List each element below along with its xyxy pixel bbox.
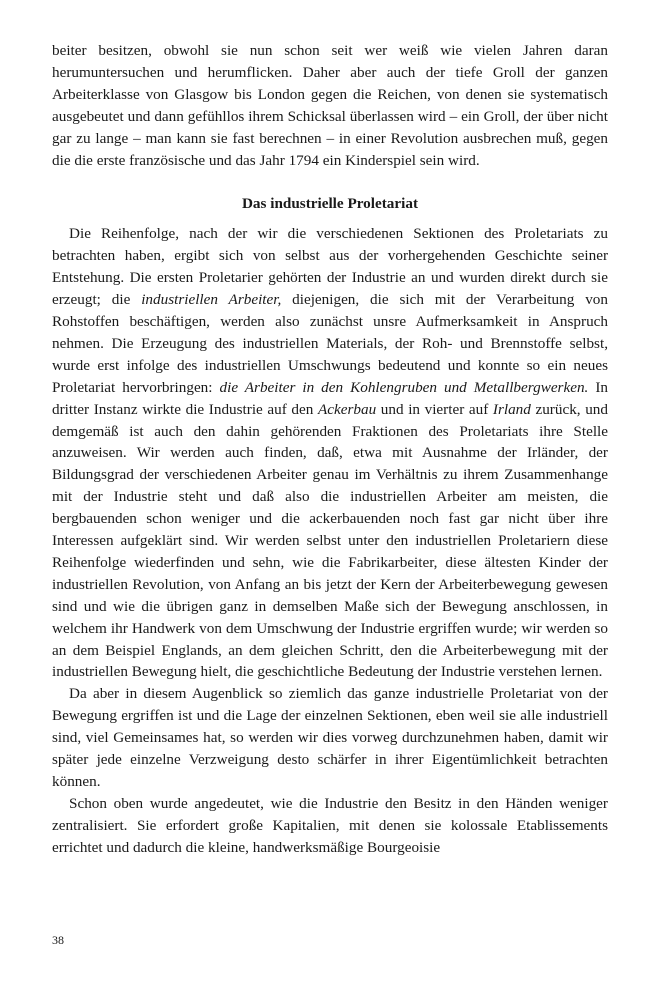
emphasis-ireland: Irland [492, 400, 531, 418]
paragraph-1-text-5: zurück, und demgemäß ist auch den dahin gehörenden Fraktionen des Proletariats ihre Stelle anzuweisen. Wir werden auch finden, daß, etwa mit Ausnahme der Irländer, der Bildungsgrad der verschiedenen Arbeiter genau im Verhältnis zu ihrem Zusammenhange mit der Industrie steht und daß also die industriellen Arbeiter am meisten, die bergbauenden schon weniger und die ackerbauenden noch fast gar nicht über ihre Interessen aufgeklärt sind. Wir werden selbst unter den industriellen Proletariern diese Reihenfolge wiederfinden und sehn, wie die Fabrikarbeiter, diese ältesten Kinder der industriellen Revolution, von Anfang an bis jetzt der Kern der Arbeiterbewegung gewesen sind und wie die übrigen ganz in demselben Maße sich der Bewegung anschlossen, in welchem ihr Handwerk von dem Umschwung der Industrie ergriffen wurde; wir werden so an dem Beispiel Englands, an dem gleichen Schritt, den die Arbeiterbewegung mit der industriellen Bewegung hielt, die geschichtliche Bedeutung der Industrie verstehen lernen. [52, 400, 608, 681]
section-heading: Das industrielle Proletariat [241, 195, 419, 213]
paragraph-3: Schon oben wurde angedeutet, wie die Industrie den Besitz in den Händen weniger zentralisiert. Sie erfordert große Kapitalien, mit denen sie kolossale Etablissements errichtet und dadurch die kleine, handwerksmäßige Bourgeoisie [52, 794, 608, 856]
page-number: 38 [52, 933, 64, 947]
paragraph-1-text-3: In dritter Instanz wirkte die Industrie auf den [52, 378, 609, 418]
paragraph-1-text-2: diejenigen, die sich mit der Verarbeitung von Rohstoffen beschäftigen, werden also zunächst unsre Aufmerksamkeit in Anspruch nehmen. Die Erzeugung des industriellen Materials, der Roh- und Brennstoffe selbst, wurde erst infolge des industriellen Umschwungs bedeutend und konnte so ein neues Proletariat hervorbringen: [52, 291, 608, 396]
emphasis-industrial-workers: industriellen Arbeiter, [141, 291, 282, 309]
paragraph-2: Da aber in diesem Augenblick so ziemlich das ganze industrielle Proletariat von der Bewegung ergriffen ist und die Lage der einzelnen Sektionen, eben weil sie alle industriell sind, viel Gemeinsames hat, so werden wir dies vorweg durchzunehmen haben, damit wir später jede einzelne Verzweigung desto schärfer in ihrer Eigentümlichkeit betrachten können. [52, 685, 608, 790]
paragraph-1-text-1: Die Reihenfolge, nach der wir die verschiedenen Sektionen des Proletariats zu betrachten haben, ergibt sich von selbst aus der vorhergehenden Geschichte seiner Entstehung. Die ersten Proletarier gehörten der Industrie an und wurden direkt durch sie erzeugt; die [52, 225, 608, 309]
opening-paragraph: beiter besitzen, obwohl sie nun schon seit wer weiß wie vielen Jahren daran herumuntersuchen und herumflicken. Daher aber auch der tiefe Groll der ganzen Arbeiterklasse von Glasgow bis London gegen die Reichen, von denen sie systematisch ausgebeutet und dann gefühllos ihrem Schicksal überlassen wird – ein Groll, der über nicht gar zu lange – man kann sie fast berechnen – in einer Revolution ausbrechen muß, gegen die die erste französische und das Jahr 1794 ein Kinderspiel sein wird. [52, 42, 608, 169]
paragraph-1-text-4: und in vierter auf [376, 400, 493, 418]
book-page [52, 40, 608, 859]
emphasis-miners: die Arbeiter in den Kohlengruben und Metallbergwerken. [219, 378, 589, 396]
paragraph-1 [52, 223, 608, 683]
emphasis-agriculture: Ackerbau [317, 400, 377, 418]
